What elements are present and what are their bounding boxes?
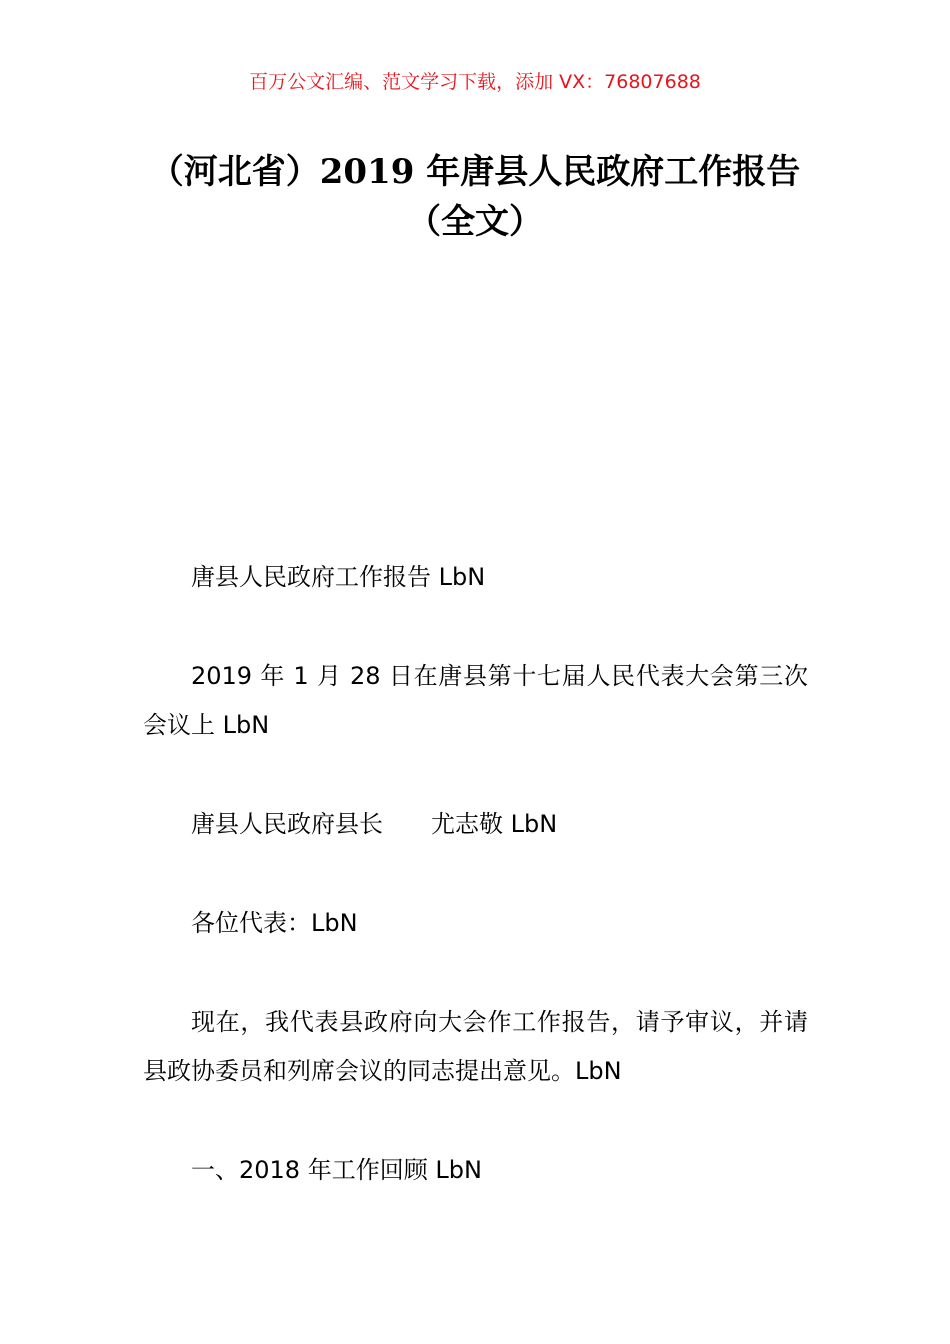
paragraph-opening: 现在，我代表县政府向大会作工作报告，请予审议，并请县政协委员和列席会议的同志提出意见。LbN bbox=[143, 1008, 808, 1085]
paragraph-signature bbox=[143, 800, 808, 849]
paragraph-meeting-date: 2019 年 1 月 28 日在唐县第十七届人民代表大会第三次会议上 LbN bbox=[143, 662, 808, 739]
signature-name: 尤志敬 LbN bbox=[431, 810, 558, 838]
document-body bbox=[143, 553, 808, 1245]
paragraph-report-name: 唐县人民政府工作报告 LbN bbox=[191, 563, 486, 591]
paragraph-salutation: 各位代表：LbN bbox=[191, 909, 358, 937]
header-note: 百万公文汇编、范文学习下载，添加 VX：76807688 bbox=[249, 71, 701, 93]
paragraph-section-heading: 一、2018 年工作回顾 LbN bbox=[191, 1156, 482, 1184]
signature-role: 唐县人民政府县长 bbox=[191, 810, 383, 838]
document-title bbox=[120, 147, 830, 247]
title-line-2: （全文） bbox=[407, 202, 543, 242]
title-line-1: （河北省）2019 年唐县人民政府工作报告 bbox=[149, 152, 801, 192]
